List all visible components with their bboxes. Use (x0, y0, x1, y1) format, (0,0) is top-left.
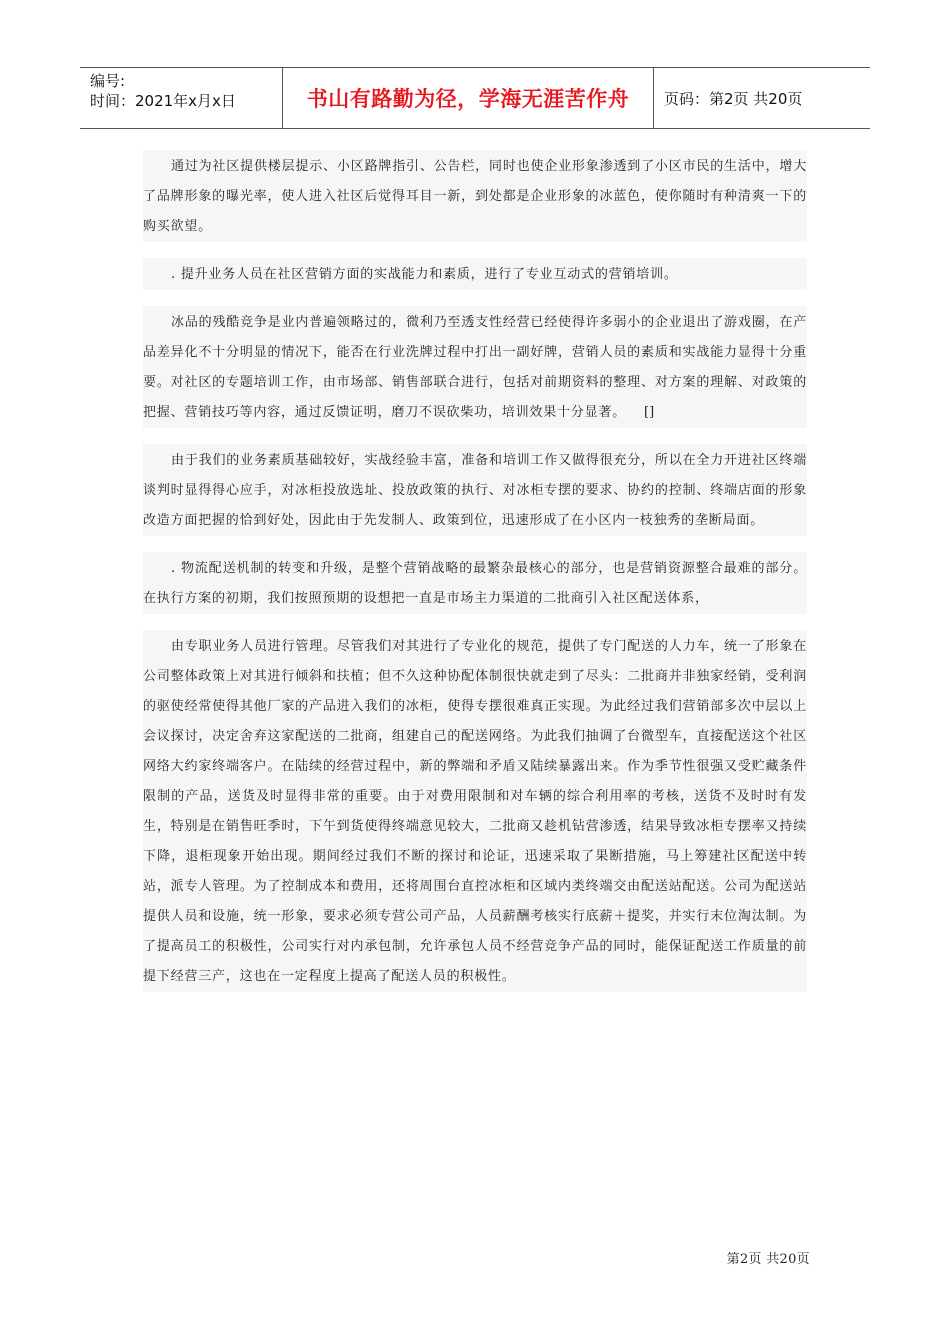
footer-page-number: 第2页 共20页 (726, 1252, 810, 1267)
paragraph-4: 由于我们的业务素质基础较好，实战经验丰富，准备和培训工作又做得很充分，所以在全力开进社区终端谈判时显得得心应手，对冰柜投放选址、投放政策的执行、对冰柜专摆的要求、协约的控制、终端店面的形象改造方面把握的恰到好处，因此由于先发制人、政策到位，迅速形成了在小区内一枝独秀的垄断局面。 (143, 444, 807, 536)
page-number-text: 页码：第2页 共20页 (664, 89, 803, 108)
document-body (143, 150, 807, 992)
reference-bracket: [] (644, 405, 655, 420)
paragraph-6: 由专职业务人员进行管理。尽管我们对其进行了专业化的规范，提供了专门配送的人力车，统一了形象在公司整体政策上对其进行倾斜和扶植；但不久这种协配体制很快就走到了尽头：二批商并非独家经销，受利润的驱使经常使得其他厂家的产品进入我们的冰柜，使得专摆很难真正实现。为此经过我们营销部多次中层以上会议探讨，决定舍弃这家配送的二批商，组建自己的配送网络。为此我们抽调了台微型车，直接配送这个社区网络大约家终端客户。在陆续的经营过程中，新的弊端和矛盾又陆续暴露出来。作为季节性很强又受贮藏条件限制的产品，送货及时显得非常的重要。由于对费用限制和对车辆的综合利用率的考核，送货不及时时有发生，特别是在销售旺季时，下午到货使得终端意见较大，二批商又趁机钻营渗透，结果导致冰柜专摆率又持续下降，退柜现象开始出现。期间经过我们不断的探讨和论证，迅速采取了果断措施，马上筹建社区配送中转站，派专人管理。为了控制成本和费用，还将周围台直控冰柜和区域内类终端交由配送站配送。公司为配送站提供人员和设施，统一形象，要求必须专营公司产品，人员薪酬考核实行底薪＋提奖，并实行末位淘汰制。为了提高员工的积极性，公司实行对内承包制，允许承包人员不经营竞争产品的同时，能保证配送工作质量的前提下经营三产，这也在一定程度上提高了配送人员的积极性。 (143, 630, 807, 992)
paragraph-3-text: 冰品的残酷竞争是业内普遍领略过的，微利乃至透支性经营已经使得许多弱小的企业退出了游戏圈，在产品差异化不十分明显的情况下，能否在行业洗牌过程中打出一副好牌，营销人员的素质和实战能力显得十分重要。对社区的专题培训工作，由市场部、销售部联合进行，包括对前期资料的整理、对方案的理解、对政策的把握、营销技巧等内容，通过反馈证明，磨刀不误砍柴功，培训效果十分显著。 (143, 315, 807, 420)
date-label: 时间：2021年x月x日 (90, 92, 236, 110)
header-motto (282, 68, 654, 128)
page-header (80, 67, 870, 129)
paragraph-1: 通过为社区提供楼层提示、小区路牌指引、公告栏，同时也使企业形象渗透到了小区市民的生活中，增大了品牌形象的曝光率，使人进入社区后觉得耳目一新，到处都是企业形象的冰蓝色，使你随时有种清爽一下的购买欲望。 (143, 150, 807, 242)
serial-number-label: 编号: (90, 72, 126, 90)
header-meta (80, 68, 282, 128)
paragraph-3 (143, 306, 807, 428)
page-footer (700, 1248, 810, 1267)
paragraph-5-heading: . 物流配送机制的转变和升级，是整个营销战略的最繁杂最核心的部分，也是营销资源整合最难的部分。在执行方案的初期，我们按照预期的设想把一直是市场主力渠道的二批商引入社区配送体系， (143, 552, 807, 614)
header-page-number (654, 68, 870, 128)
motto-text: 书山有路勤为径，学海无涯苦作舟 (306, 87, 630, 111)
paragraph-2-heading: . 提升业务人员在社区营销方面的实战能力和素质，进行了专业互动式的营销培训。 (143, 258, 807, 290)
